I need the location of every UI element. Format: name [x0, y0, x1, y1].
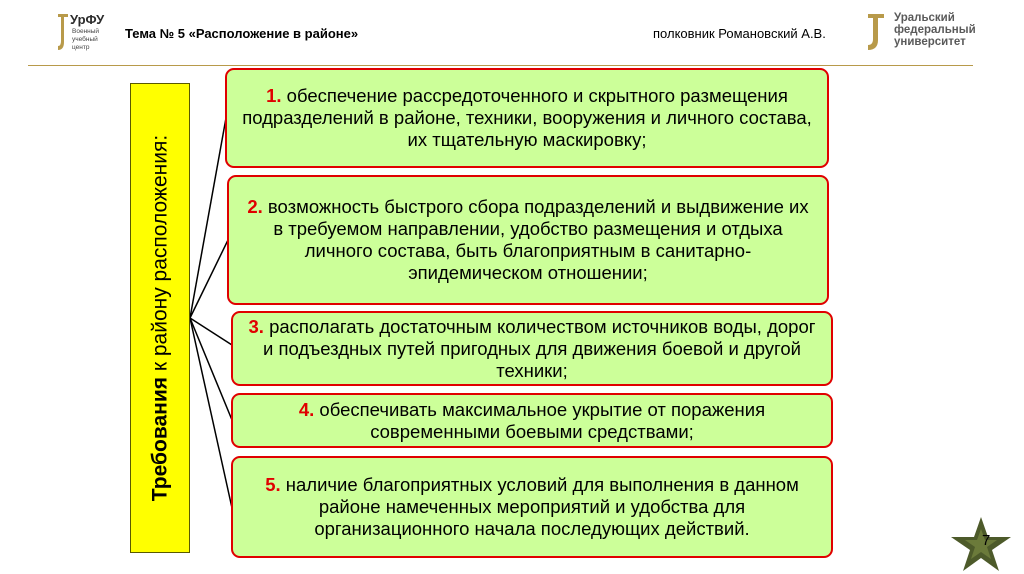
- author-name: полковник Романовский А.В.: [653, 26, 826, 41]
- item-number: 3.: [248, 315, 264, 337]
- logo-brand: УрФУ: [70, 12, 105, 27]
- requirements-label-rest: к району расположения:: [148, 134, 172, 377]
- university-name-line2: федеральный: [894, 24, 976, 36]
- connector-line: [190, 240, 228, 318]
- requirement-item-1: [225, 68, 829, 168]
- logo-subtitle: Военный учебный центр: [72, 28, 100, 51]
- item-text: наличие благоприятных условий для выполнения в данном районе намеченных мероприятий и удобства для организационного начала последующих действий.: [280, 474, 799, 539]
- university-name-line3: университет: [894, 36, 966, 48]
- star-icon: [948, 515, 1014, 574]
- connector-line: [190, 118, 226, 318]
- requirement-item-2: [227, 175, 829, 305]
- connector-line: [190, 318, 232, 508]
- requirements-label-box: [130, 83, 190, 553]
- item-number: 1.: [266, 85, 282, 106]
- item-number: 2.: [247, 196, 263, 217]
- item-text: располагать достаточным количеством источников воды, дорог и подъездных путей пригодных для движения боевой и другой техники;: [262, 315, 816, 381]
- requirement-item-3: [231, 311, 833, 386]
- item-number: 5.: [265, 474, 281, 495]
- page-number: 7: [982, 532, 991, 549]
- item-text: обеспечивать максимальное укрытие от поражения современными боевыми средствами;: [314, 398, 766, 442]
- requirement-item-4: [231, 393, 833, 448]
- connector-line: [190, 318, 232, 420]
- item-text: возможность быстрого сбора подразделений и выдвижение их в требуемом направлении, удобство размещения и отдыха личного состава, быть благоприятным в санитарно-эпидемическом отношении;: [262, 196, 809, 283]
- item-number: 4.: [298, 398, 315, 420]
- university-name-line1: Уральский: [894, 12, 955, 24]
- slide-topic: Тема № 5 «Расположение в районе»: [125, 26, 359, 41]
- requirements-label: [148, 98, 173, 538]
- item-text: обеспечение рассредоточенного и скрытного размещения подразделений в районе, техники, вооружения и личного состава, их тщательную маскировку;: [242, 85, 812, 150]
- requirement-item-5: [231, 456, 833, 558]
- requirements-label-bold: Требования: [148, 377, 172, 502]
